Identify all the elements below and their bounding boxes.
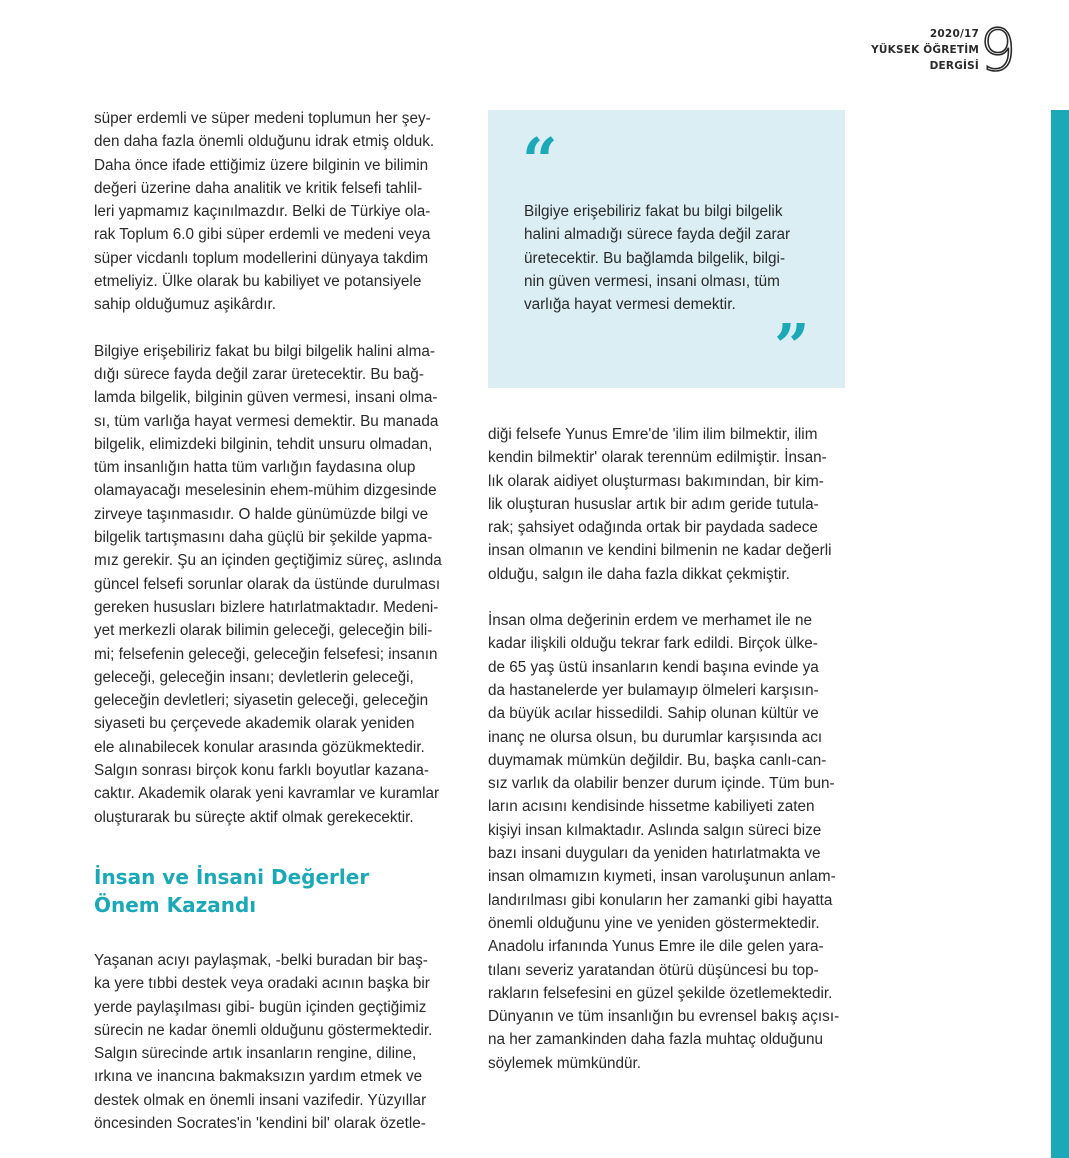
- text-line: kendin bilmektir' olarak terennüm edilmiştir. İnsan-: [488, 449, 827, 467]
- text-line: oluşturarak bu süreçte aktif olmak gerekecektir.: [94, 808, 414, 826]
- text-line: İnsan olma değerinin erdem ve merhamet ile ne: [488, 612, 812, 630]
- text-line: sı, tüm varlığa hayat vermesi demektir. Bu manada: [94, 412, 439, 430]
- text-line: ların acısını kendisinde hissetme kabiliyeti zaten: [488, 798, 815, 816]
- text-line: nin güven vermesi, insani olması, tüm: [524, 272, 780, 290]
- paragraph: [488, 423, 844, 586]
- paragraph: [488, 609, 844, 1075]
- text-line: bilgelik, elimizdeki bilginin, tehdit unsuru olmadan,: [94, 435, 433, 453]
- text-line: rak Toplum 6.0 gibi süper erdemli ve medeni veya: [94, 226, 431, 244]
- text-line: siyaseti bu çerçevede akademik olarak yeniden: [94, 715, 415, 733]
- text-line: de 65 yaş üstü insanların kendi başına evinde ya: [488, 658, 819, 676]
- text-line: Anadolu irfanında Yunus Emre ile dile gelen yara-: [488, 938, 824, 956]
- text-line: bilgelik tartışmasını daha güçlü bir şekilde yapma-: [94, 529, 433, 547]
- text-line: Bilgiye erişebiliriz fakat bu bilgi bilgelik halini alma-: [94, 342, 435, 360]
- text-line: Daha önce ifade ettiğimiz üzere bilginin ve bilimin: [94, 156, 429, 174]
- text-line: mi; felsefenin geleceği, geleceğin felsefesi; insanın: [94, 645, 438, 663]
- left-column: [94, 107, 450, 1135]
- text-line: sız varlık da olabilir benzer durum içinde. Tüm bun-: [488, 775, 835, 793]
- heading-line: İnsan ve İnsani Değerler: [94, 864, 370, 889]
- text-line: sürecin ne kadar önemli olduğunu göstermektedir.: [94, 1021, 433, 1039]
- text-line: yerde paylaşılması gibi- bugün içinden geçtiğimiz: [94, 998, 427, 1016]
- text-line: söylemek mümkündür.: [488, 1054, 642, 1072]
- right-column: [488, 423, 844, 1075]
- text-line: gereken hususları bizlere hatırlatmaktadır. Medeni-: [94, 598, 439, 616]
- page-number: [979, 14, 1017, 84]
- paragraph: [94, 107, 450, 317]
- text-line: destek olmak en önemli insani vazifedir. Yüzyıllar: [94, 1091, 427, 1109]
- text-line: na her zamankinden daha fazla muhtaç olduğunu: [488, 1031, 824, 1049]
- open-quote-icon: “: [522, 124, 558, 197]
- text-line: duymamak mümkün değildir. Bu, başka canlı-can-: [488, 751, 827, 769]
- text-line: kişiyi insan kılmaktadır. Aslında salgın süreci bize: [488, 821, 822, 839]
- pull-quote-text: [524, 200, 814, 316]
- journal-header: [819, 26, 979, 74]
- text-line: da büyük acılar hissedildi. Sahip olunan kültür ve: [488, 705, 819, 723]
- text-line: olduğu, salgın ile daha fazla dikkat çekmiştir.: [488, 565, 790, 583]
- text-line: Salgın sürecinde artık insanların rengine, diline,: [94, 1045, 417, 1063]
- close-quote-icon: ”: [774, 310, 810, 383]
- text-line: insan olmamızın kıymeti, insan varoluşunun anlam-: [488, 868, 836, 886]
- text-line: rak; şahsiyet odağında ortak bir paydada sadece: [488, 519, 818, 537]
- text-line: varlığa hayat vermesi demektir.: [524, 296, 736, 314]
- text-line: landırılması gibi konuların her zamanki gibi hayatta: [488, 891, 833, 909]
- text-line: Salgın sonrası birçok konu farklı boyutlar kazana-: [94, 762, 430, 780]
- text-line: süper erdemli ve süper medeni toplumun her şey-: [94, 110, 431, 127]
- text-line: ka yere tıbbi destek veya oradaki acının başka bir: [94, 975, 430, 993]
- pull-quote: [488, 110, 845, 388]
- journal-title-line2: DERGİSİ: [929, 60, 979, 72]
- heading-line: Önem Kazandı: [94, 892, 257, 917]
- text-line: ele alınabilecek konular arasında gözükmektedir.: [94, 738, 425, 756]
- text-line: üretecektir. Bu bağlamda bilgelik, bilgi-: [524, 249, 786, 267]
- text-line: olamayacağı meselesinin ehem-mühim dizgesinde: [94, 482, 437, 500]
- text-line: kadar ilişkili olduğu tekrar fark edildi. Birçok ülke-: [488, 635, 818, 653]
- text-line: caktır. Akademik olarak yeni kavramlar ve kuramlar: [94, 785, 440, 803]
- text-line: Yaşanan acıyı paylaşmak, -belki buradan bir baş-: [94, 951, 428, 969]
- text-line: da hastanelerde yer bulamayıp ölmeleri karşısın-: [488, 681, 819, 699]
- text-line: öncesinden Socrates'in 'kendini bil' olarak özetle-: [94, 1114, 426, 1132]
- text-line: Bilgiye erişebiliriz fakat bu bilgi bilgelik: [524, 203, 783, 220]
- text-line: lamda bilgelik, bilginin güven vermesi, insani olma-: [94, 389, 438, 407]
- text-line: önemli olduğunu yine ve yeniden göstermektedir.: [488, 914, 820, 932]
- text-line: lik oluşturan hususlar artık bir adım geride tutula-: [488, 495, 819, 513]
- text-line: diği felsefe Yunus Emre'de 'ilim ilim bilmektir, ilim: [488, 426, 818, 443]
- text-line: rakların felsefesini en güzel şekilde özetlemektedir.: [488, 984, 833, 1002]
- text-line: lık olarak aidiyet oluşturması bakımından, bir kim-: [488, 472, 824, 490]
- text-line: tılanı severiz yaratandan ötürü düşüncesi bu top-: [488, 961, 819, 979]
- text-line: etmeliyiz. Ülke olarak bu kabiliyet ve potansiyele: [94, 273, 422, 291]
- text-line: bazı insani duyguları da yeniden hatırlatmakta ve: [488, 845, 821, 863]
- text-line: Dünyanın ve tüm insanlığın bu evrensel bakış açısı-: [488, 1008, 840, 1026]
- text-line: den daha fazla önemli olduğunu idrak etmiş olduk.: [94, 133, 435, 151]
- text-line: zirveye taşınmasıdır. O halde günümüzde bilgi ve: [94, 505, 429, 523]
- section-heading: [94, 863, 450, 919]
- side-accent-bar: [1051, 110, 1069, 1158]
- text-line: sahip olduğumuz aşikârdır.: [94, 296, 276, 314]
- text-line: geleceğin devletleri; siyasetin geleceği, geleceğin: [94, 692, 429, 710]
- text-line: halini almadığı sürece fayda değil zarar: [524, 226, 791, 244]
- issue-number: 2020/17: [929, 28, 979, 40]
- page-number-text: 9: [979, 16, 1017, 84]
- text-line: mız gerekir. Şu an içinden geçtiğimiz süreç, aslında: [94, 552, 442, 570]
- text-line: dığı sürece fayda değil zarar üretecektir. Bu bağ-: [94, 365, 424, 383]
- text-line: güncel felsefi sorunlar olarak da üstünde durulması: [94, 575, 441, 593]
- text-line: ırkına ve inancına bakmaksızın yardım etmek ve: [94, 1068, 423, 1086]
- text-line: tüm insanlığın hatta tüm varlığın faydasına olup: [94, 459, 416, 477]
- journal-title-line1: YÜKSEK ÖĞRETİM: [871, 44, 979, 56]
- paragraph: [94, 949, 450, 1135]
- paragraph: [94, 340, 450, 829]
- text-line: yet merkezli olarak bilimin geleceği, geleceğin bili-: [94, 622, 433, 640]
- text-line: leri yapmamız kaçınılmazdır. Belki de Türkiye ola-: [94, 203, 431, 221]
- text-line: değeri üzerine daha analitik ve kritik felsefi tahlil-: [94, 179, 423, 197]
- text-line: inanç ne olursa olsun, bu durumlar karşısında acı: [488, 728, 823, 746]
- text-line: süper vicdanlı toplum modellerini dünyaya takdim: [94, 249, 429, 267]
- text-line: insan olmanın ve kendini bilmenin ne kadar değerli: [488, 542, 832, 560]
- text-line: geleceği, geleceğin insanı; devletlerin geleceği,: [94, 668, 414, 686]
